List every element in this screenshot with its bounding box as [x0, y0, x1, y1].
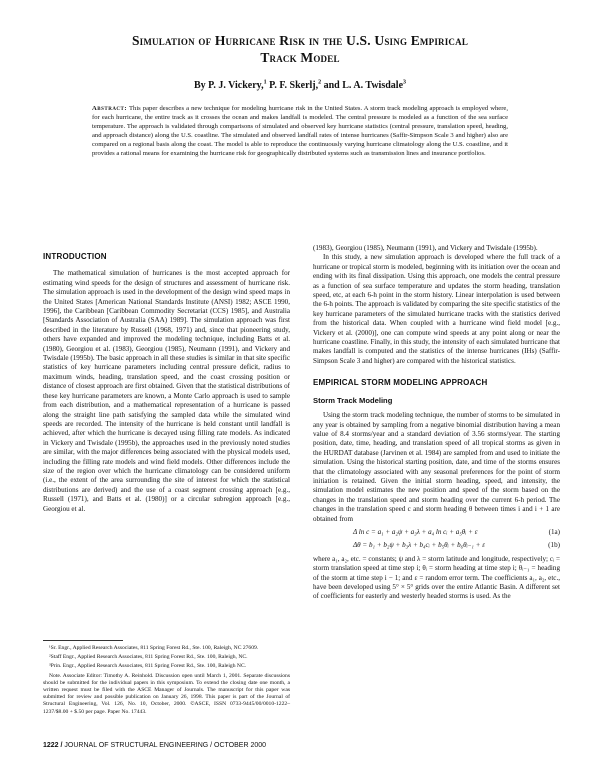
- track-modeling-subheading: Storm Track Modeling: [313, 395, 393, 405]
- title-line-2: Track Model: [260, 50, 340, 65]
- footnotes: [43, 640, 290, 718]
- intro-continuation: (1983), Georgiou (1985), Neumann (1991), and Vickery and Twisdale (1995b).: [313, 244, 538, 252]
- author-list: [40, 80, 560, 91]
- equation-1b: Δθ = b₁ + b₂ψ + b₃λ + b₄cᵢ + b₅θᵢ + b₆θᵢ₋₁ + ε (1b): [353, 541, 560, 550]
- introduction-heading: INTRODUCTION: [43, 252, 107, 261]
- author-1: By P. J. Vickery,$^1$: [193, 80, 267, 92]
- equation-1a: Δ ln c = a₁ + a₂ψ + a₃λ + a₄ ln cᵢ + a₅θᵢ + ε (1a): [353, 527, 560, 536]
- track-paragraph: Using the storm track modeling technique, the number of storms to be simulated in any year is obtained by sampling from a negative binomial distribution having a mean value of 8.4 storms/year and a standard deviation of 3.56 storms/year. The starting position, date, time, heading, and translation speed of all tropical storms as given in the HURDAT database (Jarvinen et al. 1984) are sampled from and used to initiate the simulation. Using the historical starting position, date, and time of the storms ensures that the climatology associated with any seasonal preferences for the point of storm initiation is retained. Given the initial storm heading, speed, and intensity, the simulation model estimates the new position and speed of the storm based on the changes in the translation speed and storm heading over the current 6-h period. The changes in the translation speed c and storm heading θ between times i and i + 1 are obtained from: [313, 411, 560, 523]
- title-line-1: Simulation of Hurricane Risk in the U.S. Using Empirical: [131, 33, 469, 48]
- right-column: [313, 244, 560, 602]
- footnote-rule: [43, 640, 123, 641]
- page-number: 1222 /: [43, 742, 63, 749]
- footnote-1: ¹Sr. Engr., Applied Research Associates, 811 Spring Forest Rd., Ste. 100, Raleigh, NC 27609.: [49, 645, 259, 651]
- abstract: [92, 104, 508, 159]
- author-2: P. F. Skerlj,$^2$: [269, 80, 322, 92]
- author-3: and L. A. Twisdale$^3$: [323, 80, 407, 92]
- left-column: [43, 252, 290, 514]
- intro-paragraph: The mathematical simulation of hurricanes is the most accepted approach for estimating wind speeds for the design of structures and assessment of hurricane risk. The simulation approach is used in the development of the design wind speed maps in the United States [American National Standards Institute (ANSI) 1982; ASCE 1990, 1996], the Caribbean [Caribbean Commodity Secretariat (CCS) 1985], and Australia [Standards Association of Australia (SAA) 1989]. The simulation approach was first described in the literature by Russell (1968, 1971) and, since that pioneering study, others have expanded and improved the modeling technique, including Batts et al. (1980), Georgiou et al. (1983), Georgiou (1985), Neumann (1991), and Vickery and Twisdale (1995b). The basic approach in all these studies is similar in that site specific statistics of key hurricane parameters including central pressure deficit, radius to maximum winds, heading, translation speed, and the coast crossing position or distance of closest approach are first obtained. Given that the statistical distributions of these key hurricane parameters are known, a Monte Carlo approach is used to sample from each distribution, and a mathematical representation of a hurricane is passed along the straight line path satisfying the sampled data while the simulated wind speeds are recorded. The intensity of the hurricane is held constant until landfall is achieved, after which the hurricane is decayed using filling rate models. As indicated in Vickery and Twisdale (1995b), the approaches used in the previously noted studies are similar, with the major differences being associated with the physical models used, including the filling rate models and wind field models. Other differences include the size of the region over which the hurricane climatology can be considered uniform (i.e., the extent of the area surrounding the site of interest for which the statistical distributions are derived) and the use of a coast segment crossing approach [e.g., Russell (1971), and Batts et al. (1980)] or a circular subregion approach [e.g., Georgiou et al.: [43, 269, 290, 513]
- footnote-3: ³Prin. Engr., Applied Research Associates, 811 Spring Forest Rd., Ste. 100, Raleigh NC.: [49, 663, 247, 670]
- abstract-text: This paper describes a new technique for modeling hurricane risk in the United States. A storm track modeling approach is employed where, for each hurricane, the entire track as it crosses the ocean and makes landfall is modeled. The central pressure is modeled as a function of the sea surface temperature. The approach is validated through comparisons of simulated and observed key hurricane statistics (central pressure, translation speed, heading, and approach distance) along the U.S. coastline. The simulated and observed landfall rates of intense hurricanes (Saffir-Simpson Scale 3 and higher) also are compared on a regional basis along the coast. The model is able to reproduce the continuously varying hurricane climatology along the U.S. coastline, and it provides a rational means for examining the hurricane risk for geographically distributed systems such as transmission lines and insurance portfolios.: [92, 105, 508, 158]
- definitions-paragraph: where a₁, a₂, etc. = constants; ψ and λ = storm latitude and longitude, respectively; cᵢ = storm translation speed at time step i; θᵢ = storm heading at time step i; θᵢ₋₁ = heading of the storm at time step i − 1; and ε = random error term. The coefficients a₁, a₂, etc., have been developed using 5° × 5° grids over the entire Atlantic Basin. A different set of coefficients for easterly and westerly headed storms is used. As the: [313, 554, 560, 601]
- paper-title: [40, 32, 560, 66]
- abstract-label: Abstract:: [92, 105, 128, 112]
- footnote-note: Note. Associate Editor: Timothy A. Reinhold. Discussion open until March 1, 2001. Separate discussions should be submitted for the individual papers in this symposium. To extend the closing date one month, a written request must be filed with the ASCE Manager of Journals. The manuscript for this paper was submitted for review and possible publication on January 26, 1998. This paper is part of the Journal of Structural Engineering, Vol. 126, No. 10, October, 2000. ©ASCE, ISSN 0733-9445/00/0010-1222–1237/$8.00 + $.50 per page. Paper No. 17443.: [43, 672, 290, 715]
- journal-name: JOURNAL OF STRUCTURAL ENGINEERING / OCTOBER 2000: [64, 742, 267, 749]
- footnote-2: ²Staff Engr., Applied Research Associates, 811 Spring Forest Rd., Ste. 100, Raleigh, NC.: [49, 654, 248, 661]
- page-footer: [43, 742, 266, 749]
- approach-heading: EMPIRICAL STORM MODELING APPROACH: [313, 378, 488, 388]
- study-paragraph: In this study, a new simulation approach is developed where the full track of a hurricane or tropical storm is modeled, beginning with its initiation over the ocean and ending with its final dissipation. Using this approach, one models the central pressure as a function of sea surface temperature and updates the storm heading, translation speed, etc, at each 6-h point in the storm history. Linear interpolation is used between the 6-h points. The approach is validated by comparing the site specific statistics of the key hurricane parameters of the simulated hurricane tracks with the statistics derived from the historical data. When coupled with a hurricane wind field model [e.g., Vickery et al. (2000)], one can compute wind speeds at any point along or near the hurricane coastline. Finally, in this study, the intensity of each simulated hurricane that makes landfall is computed and the statistics of the intense hurricanes (IHs) (Saffir-Simpson Scale 3 and higher) are compared with the historical statistics.: [313, 253, 560, 365]
